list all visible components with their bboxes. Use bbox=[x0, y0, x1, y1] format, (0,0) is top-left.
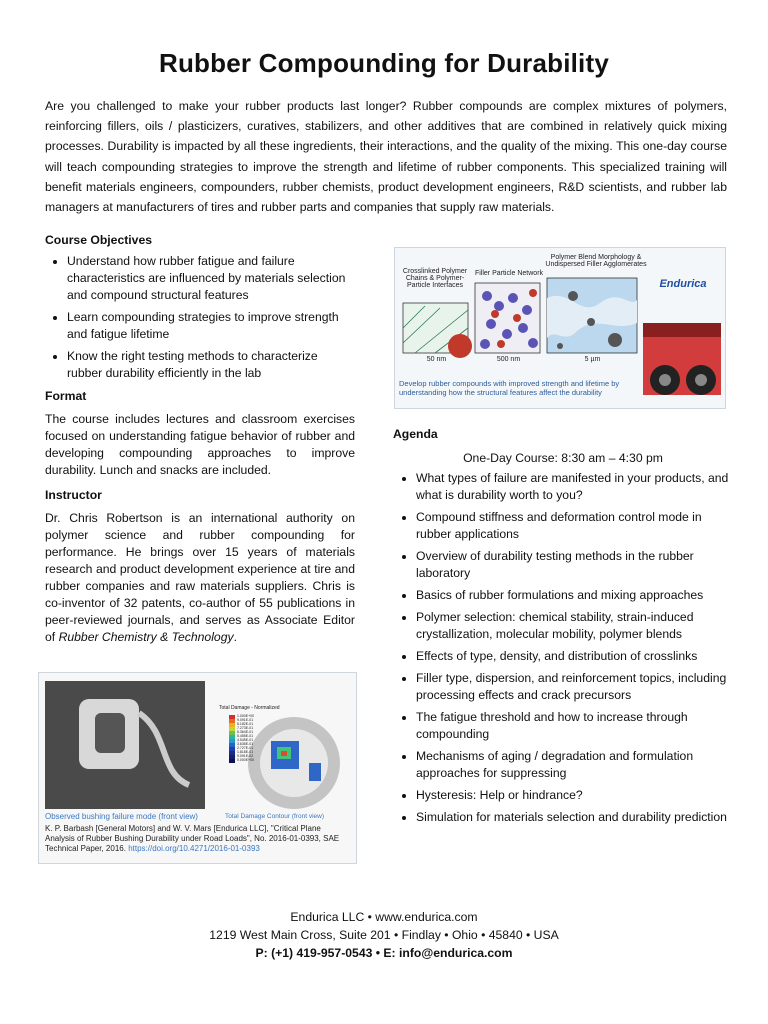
agenda-item: • Simulation for materials selection and durability prediction bbox=[416, 809, 733, 826]
agenda-item: • What types of failure are manifested in your products, and what is durability worth to you? bbox=[416, 470, 733, 504]
legend-value: 2.727E-01 bbox=[237, 746, 254, 750]
legend-value: 0.000E+00 bbox=[237, 758, 255, 762]
legend-value: 1.000E+00 bbox=[237, 714, 255, 718]
endurica-logo: Endurica bbox=[659, 278, 707, 290]
objectives-list bbox=[45, 253, 355, 382]
bushing-figure bbox=[38, 672, 357, 864]
objective-item: • Know the right testing methods to characterize rubber durability efficiently in the lab bbox=[67, 348, 355, 382]
agenda-item: • Basics of rubber formulations and mixing approaches bbox=[416, 587, 733, 604]
structure-figure bbox=[394, 247, 726, 409]
format-heading: Format bbox=[45, 389, 87, 403]
plot-title: Total Damage - Normalized bbox=[219, 705, 280, 711]
figure-citation bbox=[45, 824, 351, 854]
instructor-bio: Dr. Chris Robertson is an international authority on polymer science and rubber compounding for performance. He brings over 15 years of materials research and product development experience at tire and rubber companies and raw materials suppliers. Chris is co-inventor of 32 patents, co-author of 55 publications in peer-reviewed journals, and serves as Associate Editor of bbox=[45, 511, 355, 644]
agenda-subheading: One-Day Course: 8:30 am – 4:30 pm bbox=[463, 451, 663, 465]
legend-values bbox=[237, 714, 277, 762]
legend-value: 3.636E-01 bbox=[237, 742, 254, 746]
agenda-list bbox=[393, 470, 733, 826]
agenda-item: • Filler type, dispersion, and reinforcement topics, including processing effects and crack precursors bbox=[416, 670, 733, 704]
page-title: Rubber Compounding for Durability bbox=[158, 48, 609, 78]
instructor-heading: Instructor bbox=[45, 488, 102, 502]
scale-5um: 5 µm bbox=[584, 356, 601, 363]
legend-value: 1.818E-01 bbox=[237, 750, 254, 754]
legend-value: 5.455E-01 bbox=[237, 734, 254, 738]
agenda-item: • Mechanisms of aging / degradation and formulation approaches for suppressing bbox=[416, 748, 733, 782]
instructor-end: . bbox=[233, 630, 237, 644]
caption-damage-contour: Total Damage Contour (front view) bbox=[225, 813, 324, 820]
objectives-heading: Course Objectives bbox=[45, 233, 153, 247]
figure-caption: Develop rubber compounds with improved strength and lifetime by understanding how the structural features affect the durability bbox=[399, 379, 620, 397]
legend-value: 9.091E-02 bbox=[237, 754, 254, 758]
instructor-text bbox=[45, 510, 355, 646]
footer-contact: P: (+1) 419-957-0543 • E: info@endurica.com bbox=[255, 946, 513, 960]
agenda-item: • Overview of durability testing methods in the rubber laboratory bbox=[416, 548, 733, 582]
objective-item: • Learn compounding strategies to improve strength and fatigue lifetime bbox=[67, 309, 355, 343]
caption-failure-mode: Observed bushing failure mode (front view) bbox=[45, 812, 198, 821]
journal-name: Rubber Chemistry & Technology bbox=[58, 630, 234, 644]
agenda-item: • Polymer selection: chemical stability, strain-induced crystallization, molecular mobility, polymer blends bbox=[416, 609, 733, 643]
legend-value: 9.091E-01 bbox=[237, 718, 254, 722]
citation-doi-link[interactable]: https://doi.org/10.4271/2016-01-0393 bbox=[128, 844, 260, 853]
legend-value: 7.273E-01 bbox=[237, 726, 254, 730]
footer-company-web: Endurica LLC • www.endurica.com bbox=[290, 910, 478, 924]
agenda-section bbox=[393, 426, 733, 831]
footer bbox=[0, 908, 768, 962]
legend-value: 6.364E-01 bbox=[237, 730, 254, 734]
label-filler: Filler Particle Network bbox=[474, 270, 544, 277]
agenda-heading: Agenda bbox=[393, 427, 438, 441]
footer-address: 1219 West Main Cross, Suite 201 • Findlay • Ohio • 45840 • USA bbox=[209, 928, 559, 942]
label-crosslinked: Crosslinked Polymer Chains & Polymer-Particle Interfaces bbox=[402, 268, 468, 289]
legend-value: 8.182E-01 bbox=[237, 722, 254, 726]
scale-50nm: 50 nm bbox=[426, 356, 447, 363]
format-text: The course includes lectures and classroom exercises focused on understanding fatigue behavior of rubber and developing compounding approaches to improve durability. Lunch and snacks are included. bbox=[45, 412, 355, 477]
objective-item: • Understand how rubber fatigue and failure characteristics are influenced by materials selection and compound structural features bbox=[67, 253, 355, 304]
agenda-item: • Hysteresis: Help or hindrance? bbox=[416, 787, 733, 804]
intro-paragraph: Are you challenged to make your rubber products last longer? Rubber compounds are complex mixtures of polymers, reinforcing fillers, oils / plasticizers, curatives, stabilizers, and other additives that are combined in relatively quick mixing processes. Durability is impacted by all these ingredients, their interactions, and the quality of the mixing. This one-day course will teach compounding strategies to improve the strength and lifetime of rubber components. This specialized training will benefit materials engineers, compounders, rubber chemists, product development engineers, R&D scientists, and rubber lab managers at manufacturers of tires and rubber parts and companies that supply raw materials. bbox=[45, 99, 727, 215]
agenda-item: • The fatigue threshold and how to increase through compounding bbox=[416, 709, 733, 743]
citation-text: K. P. Barbash [General Motors] and W. V. Mars [Endurica LLC], "Critical Plane Analysis of Rubber Bushing Durability under Road Loads", No. 2016-01-0393, SAE Technical Paper, 2016. bbox=[45, 824, 340, 853]
agenda-item: • Effects of type, density, and distribution of crosslinks bbox=[416, 648, 733, 665]
left-column bbox=[45, 232, 355, 646]
legend-value: 4.545E-01 bbox=[237, 738, 254, 742]
label-blend: Polymer Blend Morphology & Undispersed Filler Agglomerates bbox=[545, 254, 647, 268]
agenda-item: • Compound stiffness and deformation control mode in rubber applications bbox=[416, 509, 733, 543]
scale-500nm: 500 nm bbox=[496, 356, 521, 363]
